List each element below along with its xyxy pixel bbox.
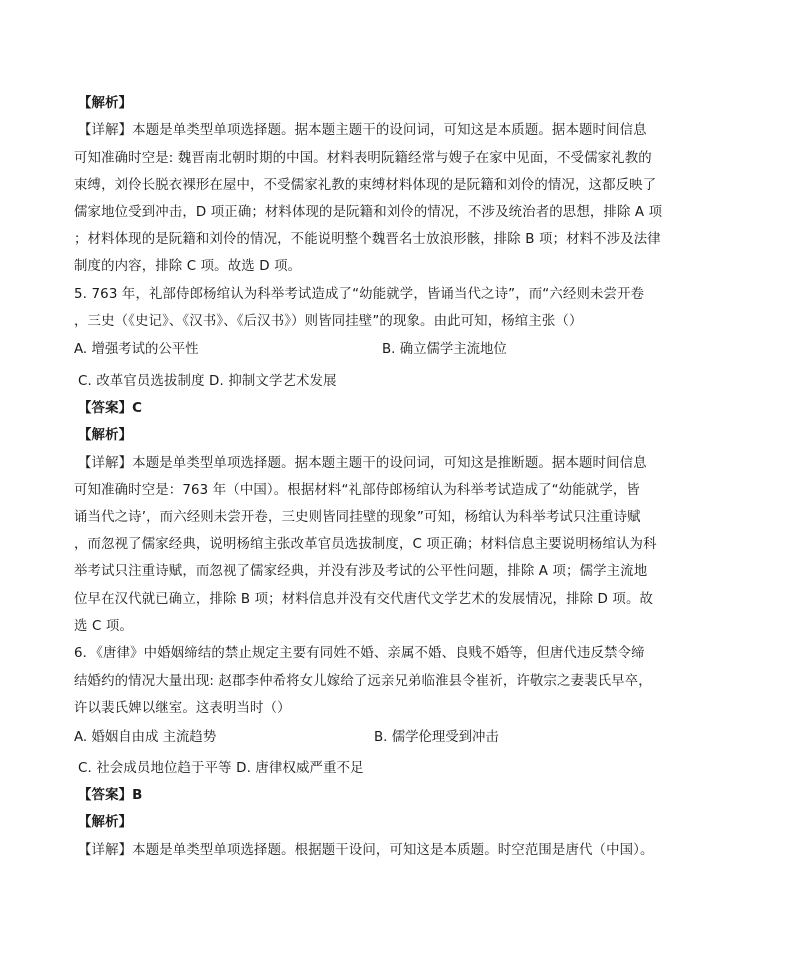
question-6-stem: 结婚约的情况大量出现: 赵郡李仲希将女儿嫁给了远亲兄弟临淮县令崔祈，许敬宗之妻裴氏早卒， xyxy=(74,674,652,689)
detail-line: 可知准确时空是：763 年（中国）。根据材料“礼部侍郎杨绾认为科举考试造成了“幼能就学，皆 xyxy=(74,483,640,498)
question-6-option-b: B. 儒学伦理受到冲击 xyxy=(374,730,499,745)
question-5-option-a: A. 增强考试的公平性 xyxy=(74,342,199,357)
question-6-stem: 许以裴氏婢以继室。这表明当时（） xyxy=(74,701,291,716)
question-6-option-cd: C. 社会成员地位趋于平等 D. 唐律权威严重不足 xyxy=(78,761,364,776)
question-6-option-a: A. 婚姻自由成 主流趋势 xyxy=(74,730,217,745)
detail-line: 可知准确时空是: 魏晋南北朝时期的中国。材料表明阮籍经常与嫂子在家中见面，不受儒家礼教的 xyxy=(74,151,652,166)
detail-line: 选 C 项。 xyxy=(74,619,133,634)
analysis-label: 【解析】 xyxy=(78,815,133,830)
analysis-label: 【解析】 xyxy=(78,428,133,443)
detail-line: ，而忽视了儒家经典，说明杨绾主张改革官员选拔制度，C 项正确；材料信息主要说明杨绾认为科 xyxy=(74,537,657,552)
question-5-stem: ，三史（《史记》、《汉书》、《后汉书》）则皆同挂壁”的现象。由此可知，杨绾主张（） xyxy=(74,314,583,329)
detail-line: 【详解】本题是单类型单项选择题。据本题主题干的设问词，可知这是本质题。据本题时间信息 xyxy=(78,123,647,138)
question-5-stem: 5. 763 年，礼部侍郎杨绾认为科举考试造成了“幼能就学，皆诵当代之诗”，而“六经则未尝开卷 xyxy=(74,287,645,302)
detail-line: 制度的内容，排除 C 项。故选 D 项。 xyxy=(74,259,302,274)
question-6-stem: 6．《唐律》中婚姻缔结的禁止规定主要有同姓不婚、亲属不婚、良贱不婚等，但唐代违反禁令缔 xyxy=(74,646,645,661)
analysis-label: 【解析】 xyxy=(78,96,133,111)
detail-line: ；材料体现的是阮籍和刘伶的情况，不能说明整个魏晋名士放浪形骸，排除 B 项；材料不涉及法律 xyxy=(74,232,661,247)
detail-line: 【详解】本题是单类型单项选择题。根据题干设问，可知这是本质题。时空范围是唐代（中国）。 xyxy=(78,843,654,858)
detail-line: 诵当代之诗’，而六经则未尝开卷，三史则皆同挂壁的现象”可知，杨绾认为科举考试只注重诗赋 xyxy=(74,510,641,525)
detail-line: 【详解】本题是单类型单项选择题。据本题主题干的设问词，可知这是推断题。据本题时间信息 xyxy=(78,456,647,471)
detail-line: 束缚，刘伶长脱衣裸形在屋中，不受儒家礼教的束缚材料体现的是阮籍和刘伶的情况，这都反映了 xyxy=(74,178,657,193)
question-5-answer: 【答案】C xyxy=(78,401,143,416)
detail-line: 举考试只注重诗赋，而忽视了儒家经典，并没有涉及考试的公平性问题，排除 A 项；儒学主流地 xyxy=(74,564,648,579)
detail-line: 位早在汉代就已确立，排除 B 项；材料信息并没有交代唐代文学艺术的发展情况，排除 D 项。故 xyxy=(74,592,654,607)
question-5-option-b: B. 确立儒学主流地位 xyxy=(382,342,507,357)
question-5-option-cd: C. 改革官员选拔制度 D. 抑制文学艺术发展 xyxy=(78,374,337,389)
question-6-answer: 【答案】B xyxy=(78,788,143,803)
detail-line: 儒家地位受到冲击，D 项正确；材料体现的是阮籍和刘伶的情况，不涉及统治者的思想，排除 A 项 xyxy=(74,205,663,220)
